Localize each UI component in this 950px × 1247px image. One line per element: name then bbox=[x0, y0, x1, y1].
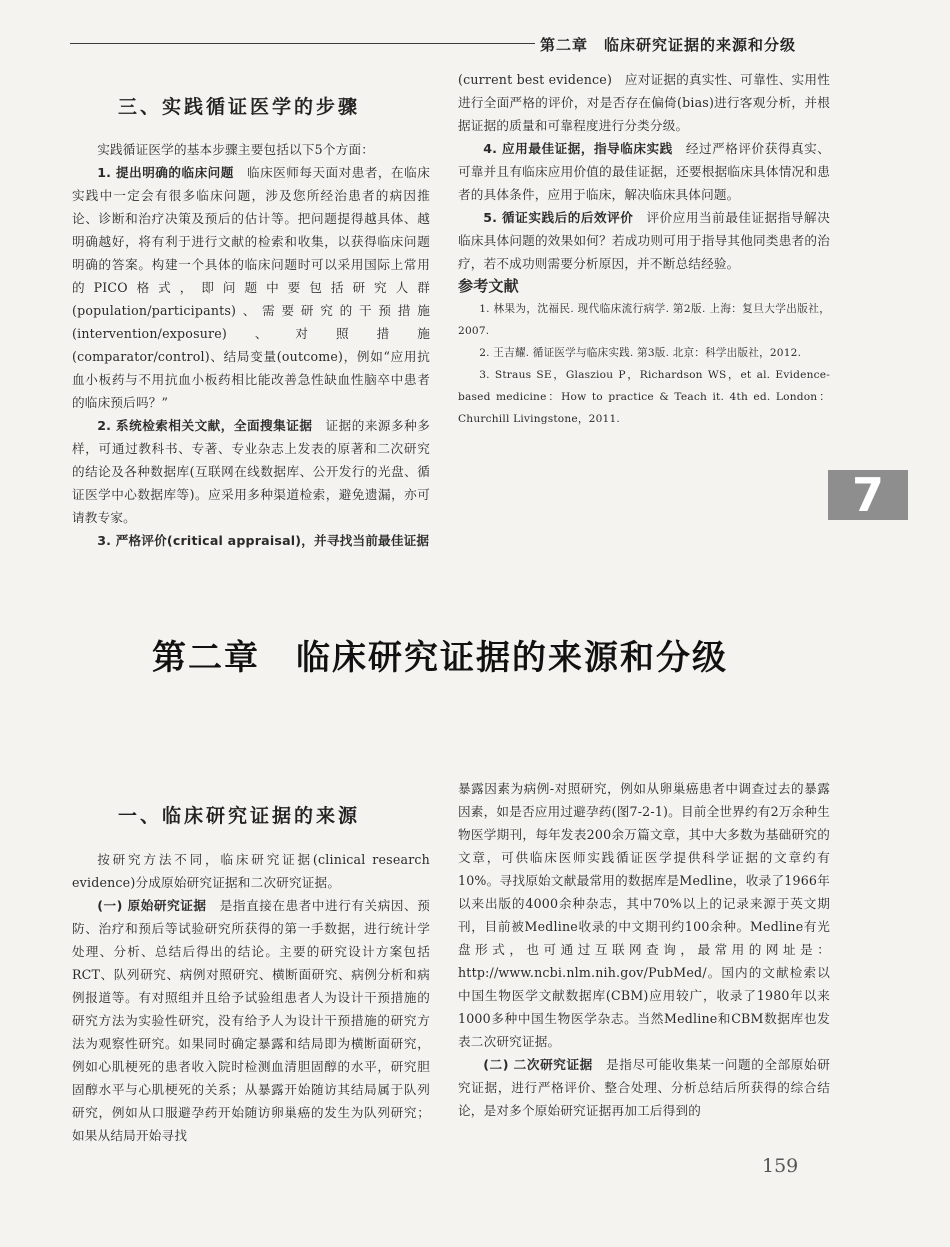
reference-item: 3. Straus SE，Glasziou P，Richardson WS，et al. Evidence-based medicine：How to practice & Teach it. 4th ed. London：Churchill Livingstone，2011. bbox=[458, 369, 830, 425]
step-body: 评价应用当前最佳证据指导解决临床具体问题的效果如何？若成功则可用于指导其他同类患者的治疗，若不成功则需要分析原因，并不断总结经验。 bbox=[458, 210, 830, 271]
references-list bbox=[458, 298, 830, 430]
reference-item: 2. 王吉耀. 循证医学与临床实践. 第3版. 北京：科学出版社，2012. bbox=[479, 347, 802, 359]
paragraph bbox=[458, 1053, 830, 1122]
step-lead: 3. 严格评价(critical appraisal)，并寻找当前最佳证据 bbox=[97, 533, 430, 548]
page-number: 159 bbox=[762, 1155, 799, 1177]
right-column-top bbox=[458, 68, 830, 430]
paragraph-body: 是指直接在患者中进行有关病因、预防、治疗和预后等试验研究所获得的第一手数据，进行统计学处理、分析、总结后得出的结论。主要的研究设计方案包括RCT、队列研究、病例对照研究、横断面研究、病例分析和病例报道等。有对照组并且给予试验组患者人为设计干预措施的研究方法为实验性研究，没有给予人为设计干预措施的研究方法为观察性研究。如果同时确定暴露和结局即为横断面研究，例如心肌梗死的患者收入院时检测血清胆固醇的水平，研究胆固醇水平与心肌梗死的关系；从暴露开始随访其结局属于队列研究，例如从口服避孕药开始随访卵巢癌的发生为队列研究；如果从结局开始寻找 bbox=[72, 898, 430, 1143]
paragraph bbox=[72, 161, 430, 414]
running-header: 第二章 临床研究证据的来源和分级 bbox=[540, 36, 797, 54]
header-rule bbox=[70, 43, 535, 44]
step-body: 证据的来源多种多样，可通过教科书、专著、专业杂志上发表的原著和二次研究的结论及各种数据库(互联网在线数据库、公开发行的光盘、循证医学中心数据库等)。应采用多种渠道检索，避免遗漏，亦可请教专家。 bbox=[72, 418, 430, 525]
subsection-lead: (二) 二次研究证据 bbox=[483, 1057, 593, 1072]
step-lead: 2. 系统检索相关文献，全面搜集证据 bbox=[97, 418, 313, 433]
chapter-number-tab: 7 bbox=[828, 470, 908, 520]
step-lead: 5. 循证实践后的后效评价 bbox=[483, 210, 634, 225]
left-column-bottom bbox=[72, 848, 430, 1147]
step-body: 经过严格评价获得真实、可靠并且有临床应用价值的最佳证据，还要根据临床具体情况和患者的具体条件，应用于临床，解决临床具体问题。 bbox=[458, 141, 831, 202]
subsection-lead: (一) 原始研究证据 bbox=[97, 898, 207, 913]
right-column-bottom bbox=[458, 777, 830, 1122]
section-heading-sources: 一、临床研究证据的来源 bbox=[118, 805, 361, 827]
reference-item: 1. 林果为，沈福民. 现代临床流行病学. 第2版. 上海：复旦大学出版社，2007. bbox=[458, 303, 830, 337]
paragraph: 实践循证医学的基本步骤主要包括以下5个方面： bbox=[97, 142, 375, 157]
paragraph bbox=[72, 894, 430, 1147]
paragraph: 按研究方法不同，临床研究证据(clinical research evidence)分成原始研究证据和二次研究证据。 bbox=[72, 852, 430, 890]
paragraph bbox=[72, 529, 430, 552]
chapter-title: 第二章 临床研究证据的来源和分级 bbox=[152, 638, 728, 678]
step-body: 临床医师每天面对患者，在临床实践中一定会有很多临床问题，涉及您所经治患者的病因推论、诊断和治疗决策及预后的估计等。把问题提得越具体、越明确越好，将有利于进行文献的检索和收集，以获得临床问题明确的答案。构建一个具体的临床问题时可以采用国际上常用的PICO格式，即问题中要包括研究人群(population/participants)、需要研究的干预措施(intervention/exposure)、对照措施(comparator/control)、结局变量(outcome)，例如“应用抗血小板药与不用抗血小板药相比能改善急性缺血性脑卒中患者的临床预后吗？” bbox=[72, 165, 430, 410]
left-column-top bbox=[72, 138, 430, 552]
step-lead: 4. 应用最佳证据，指导临床实践 bbox=[483, 141, 673, 156]
paragraph: (current best evidence) 应对证据的真实性、可靠性、实用性进行全面严格的评价，对是否存在偏倚(bias)进行客观分析，并根据证据的质量和可靠程度进行分类分级。 bbox=[458, 72, 830, 133]
paragraph bbox=[72, 414, 430, 529]
paragraph bbox=[458, 206, 830, 275]
paragraph: 暴露因素为病例-对照研究，例如从卵巢癌患者中调查过去的暴露因素，如是否应用过避孕药(图7-2-1)。目前全世界约有2万余种生物医学期刊，每年发表200余万篇文章，其中大多数为基础研究的文章，可供临床医师实践循证医学提供科学证据的文章约有10%。寻找原始文献最常用的数据库是Medline，收录了1966年以来出版的4000余种杂志，其中70%以上的记录来源于英文期刊，目前被Medline收录的中文期刊约100余种。Medline有光盘形式，也可通过互联网查询，最常用的网址是：http://www.ncbi.nlm.nih.gov/PubMed/。国内的文献检索以中国生物医学文献数据库(CBM)应用较广，收录了1980年以来1000多种中国生物医学杂志。当然Medline和CBM数据库也发表二次研究证据。 bbox=[458, 781, 830, 1049]
references-heading: 参考文献 bbox=[458, 277, 519, 295]
section-heading-steps: 三、实践循证医学的步骤 bbox=[118, 96, 361, 118]
step-lead: 1. 提出明确的临床问题 bbox=[97, 165, 234, 180]
paragraph bbox=[458, 137, 830, 206]
paragraph-body: 是指尽可能收集某一问题的全部原始研究证据，进行严格评价、整合处理、分析总结后所获得的综合结论，是对多个原始研究证据再加工后得到的 bbox=[458, 1057, 830, 1118]
